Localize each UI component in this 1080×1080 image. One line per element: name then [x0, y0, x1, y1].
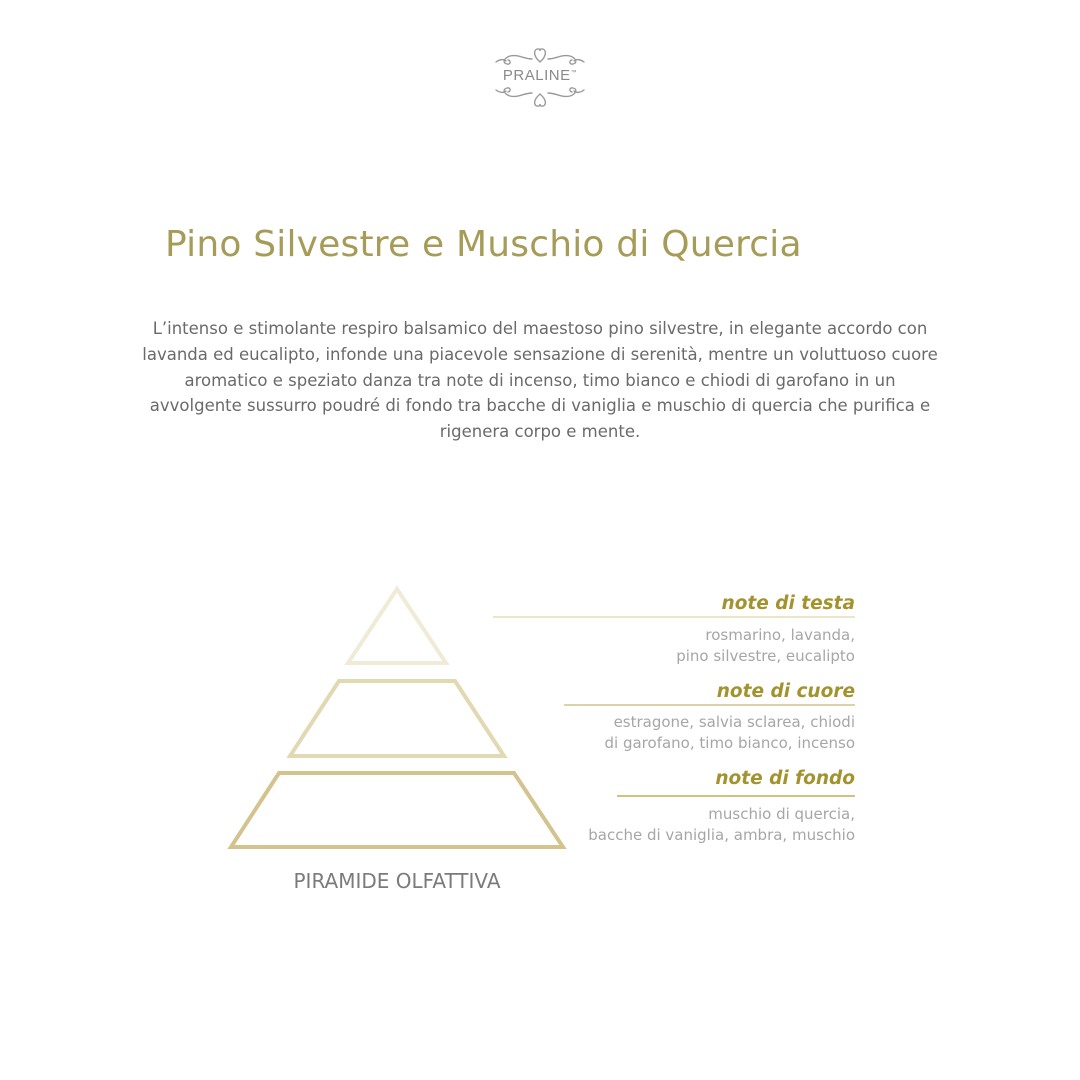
- note-ingredients-base: [588, 804, 855, 846]
- note-heading-base: note di fondo: [715, 768, 855, 789]
- pyramid-top-tier: [348, 589, 446, 663]
- note-heading-heart: note di cuore: [716, 681, 855, 702]
- note-ingredients-top: [676, 625, 855, 667]
- note-ingredients-line: estragone, salvia sclarea, chiodi: [613, 713, 855, 731]
- trademark-symbol: ™: [570, 70, 578, 76]
- note-ingredients-line: muschio di quercia,: [708, 805, 855, 823]
- note-ingredients-heart: [605, 712, 855, 754]
- pyramid-middle-tier: [290, 681, 504, 756]
- note-ingredients-line: rosmarino, lavanda,: [705, 626, 855, 644]
- pyramid-label: PIRAMIDE OLFATTIVA: [293, 869, 501, 893]
- note-ingredients-line: bacche di vaniglia, ambra, muschio: [588, 826, 855, 844]
- note-ingredients-line: di garofano, timo bianco, incenso: [604, 734, 855, 752]
- note-divider-top: [493, 616, 855, 618]
- pyramid-base-tier: [231, 773, 563, 847]
- note-divider-base: [617, 795, 855, 797]
- product-description: L’intenso e stimolante respiro balsamico del maestoso pino silvestre, in elegante accordo con lavanda ed eucalipto, infonde una piacevole sensazione di serenità, mentre un voluttuoso cuore aromatico e speziato danza tra note di incenso, timo bianco e chiodi di garofano in un avvolgente sussurro poudré di fondo tra bacche di vaniglia e muschio di quercia che purifica e rigenera corpo e mente.: [142, 319, 938, 442]
- product-title: Pino Silvestre e Muschio di Quercia: [165, 224, 802, 265]
- note-heading-top: note di testa: [721, 593, 855, 614]
- note-divider-heart: [564, 704, 855, 706]
- note-ingredients-line: pino silvestre, eucalipto: [676, 647, 855, 665]
- brand-name: PRALINE™: [502, 67, 578, 84]
